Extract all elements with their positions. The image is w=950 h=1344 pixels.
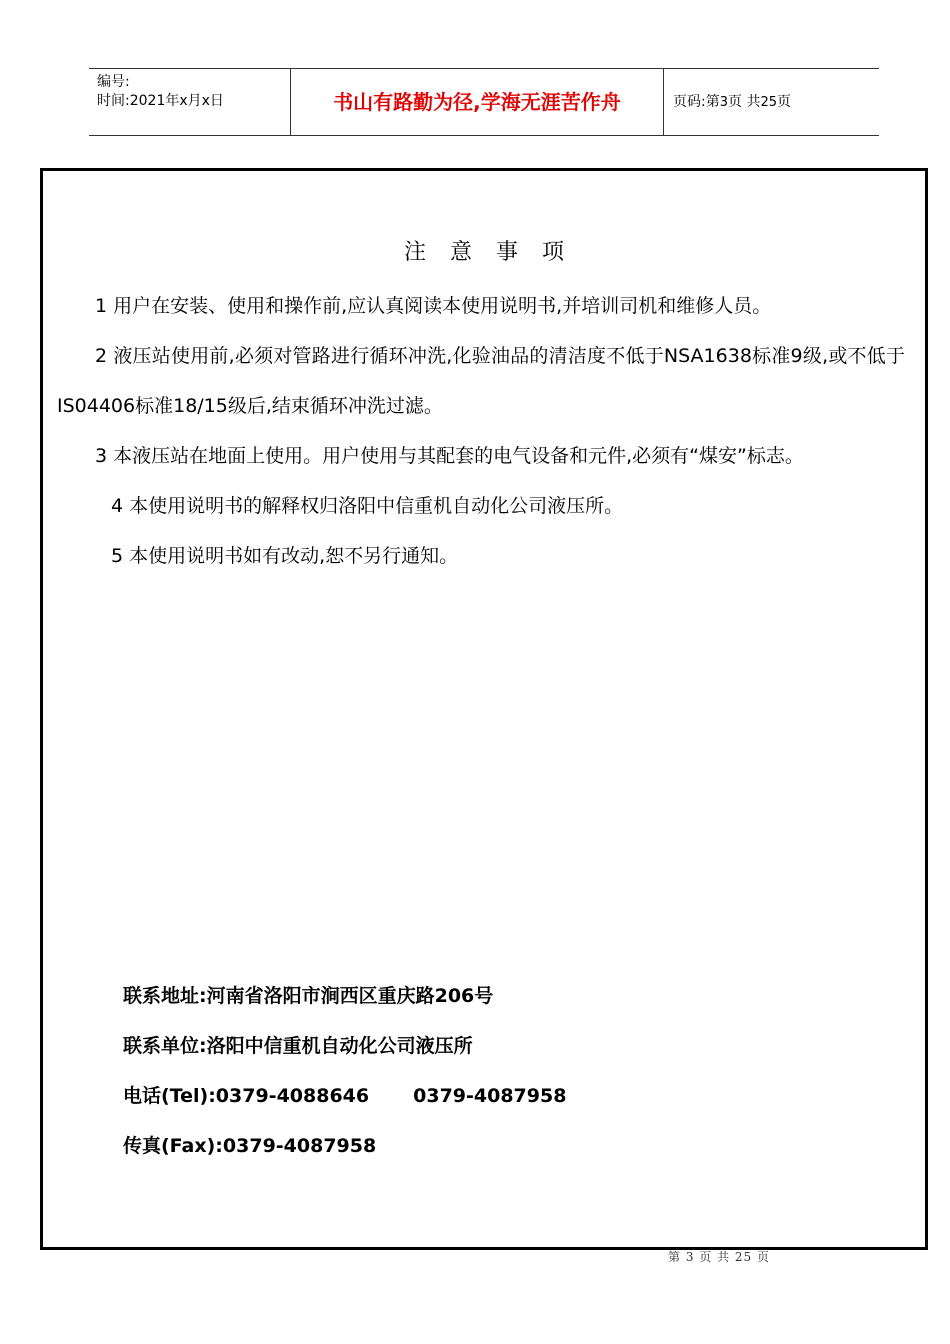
header-date-label: 时间:2021年x月x日	[97, 93, 224, 109]
contact-address: 联系地址:河南省洛阳市涧西区重庆路206号	[123, 985, 494, 1007]
header-page-end: 页	[777, 94, 791, 110]
page-title: 注意事项	[403, 240, 588, 265]
header-motto: 书山有路勤为径,学海无涯苦作舟	[333, 90, 621, 114]
contact-tel-secondary: 0379-4087958	[413, 1085, 567, 1107]
note-item: 1 用户在安装、使用和操作前,应认真阅读本使用说明书,并培训司机和维修人员。	[95, 295, 772, 317]
header-meta	[97, 73, 224, 111]
page-footer: 第 3 页 共 25 页	[668, 1250, 770, 1264]
content-frame	[40, 168, 928, 1250]
contact-unit: 联系单位:洛阳中信重机自动化公司液压所	[123, 1035, 473, 1057]
contact-tel	[123, 1071, 566, 1121]
contact-block	[123, 971, 566, 1171]
note-item: 2 液压站使用前,必须对管路进行循环冲洗,化验油品的清洁度不低于NSA1638标准9级,或不低于IS04406标准18/15级后,结束循环冲洗过滤。	[57, 345, 905, 417]
header-page-label: 页码:第	[673, 94, 720, 110]
header-page-total: 25	[760, 95, 777, 110]
document-header	[89, 68, 879, 136]
note-item: 5 本使用说明书如有改动,恕不另行通知。	[111, 545, 459, 567]
header-number-label: 编号:	[97, 74, 130, 90]
note-item: 4 本使用说明书的解释权归洛阳中信重机自动化公司液压所。	[111, 495, 624, 517]
header-page-current: 3	[719, 95, 728, 110]
header-divider	[663, 69, 664, 135]
contact-fax: 传真(Fax):0379-4087958	[123, 1135, 377, 1157]
header-page-info	[673, 69, 791, 135]
note-item: 3 本液压站在地面上使用。用户使用与其配套的电气设备和元件,必须有“煤安”标志。	[95, 445, 804, 467]
contact-tel-primary: 电话(Tel):0379-4088646	[123, 1085, 370, 1107]
header-page-mid: 页 共	[728, 94, 761, 110]
notes-list	[57, 281, 905, 581]
